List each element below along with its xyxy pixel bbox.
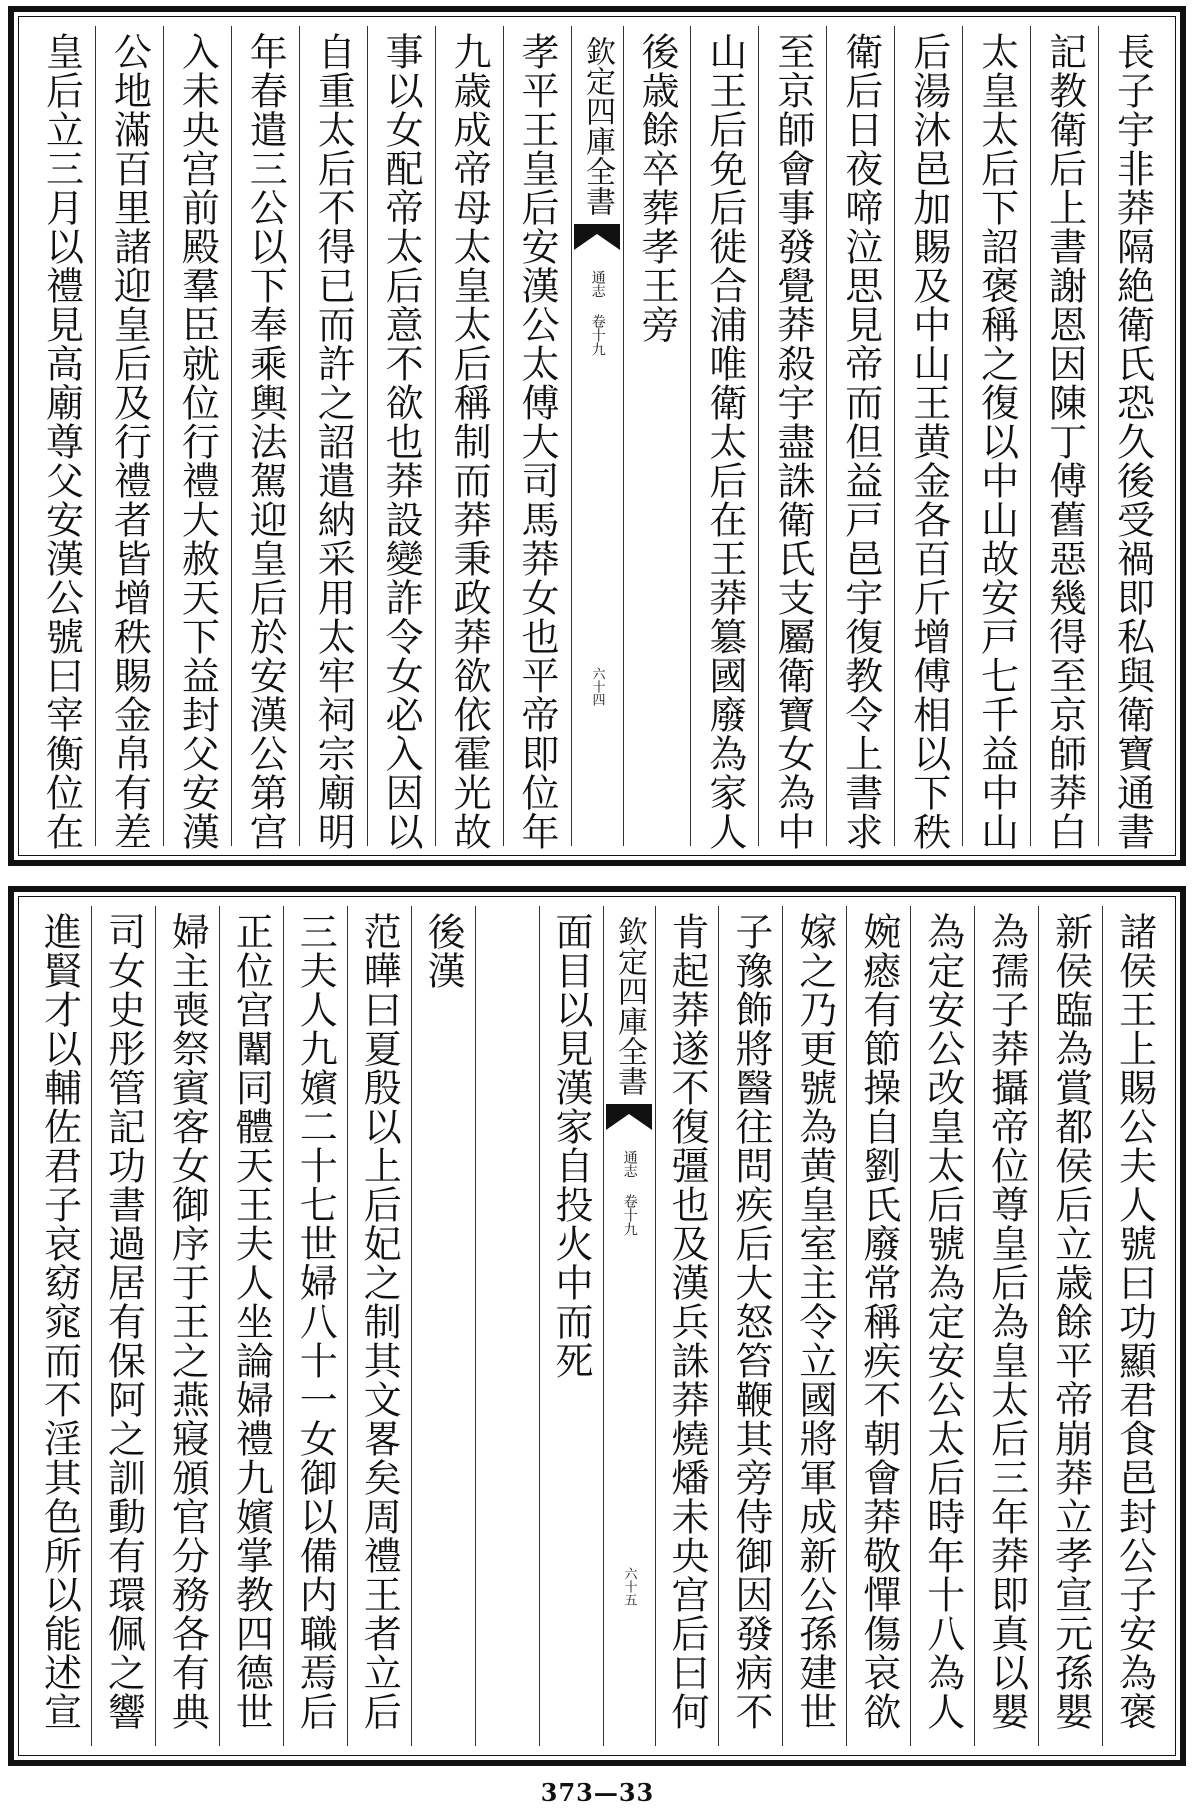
column-text: 正位宫闈同體天王夫人坐論婦禮九嬪掌教四德世: [229, 912, 274, 1731]
column-text: 新侯臨為賞都侯后立歳餘平帝崩莽立孝宣元孫嬰: [1048, 912, 1093, 1731]
text-column: [163, 26, 231, 851]
column-text: 司女史彤管記功書過居有保阿之訓動有環佩之響: [101, 912, 146, 1731]
page-top: [8, 6, 1186, 866]
column-text: 後漢: [421, 912, 466, 990]
column-text: 公地滿百里諸迎皇后及行禮者皆增秩賜金帛有差: [107, 32, 152, 851]
text-column: [846, 906, 910, 1746]
column-text: 面目以見漢家自投火中而死: [549, 912, 594, 1380]
text-column: [1102, 906, 1166, 1746]
fishtail-mark-icon: [574, 224, 620, 250]
text-column: [894, 26, 962, 851]
column-text: 諸侯王上賜公夫人號曰功顯君食邑封公子安為褒: [1112, 912, 1157, 1731]
volume-label: 通志 卷十九: [589, 270, 606, 356]
text-column: [974, 906, 1038, 1746]
column-text: 嫁之乃更號為黄皇室主令立國將軍成新公孫建世: [792, 912, 837, 1731]
text-column: [155, 906, 219, 1746]
column-text: 為孺子莽攝帝位尊皇后為皇太后三年莽即真以嬰: [984, 912, 1029, 1731]
text-column: [758, 26, 826, 851]
text-column: [435, 26, 503, 851]
page-bottom: [8, 886, 1186, 1766]
text-column: [299, 26, 367, 851]
column-text: 事以女配帝太后意不欲也莽設變詐令女必入因以: [379, 32, 424, 851]
text-column: [411, 906, 475, 1746]
column-text: 為定安公改皇太后號為定安公太后時年十八為人: [920, 912, 965, 1731]
text-column: [782, 906, 846, 1746]
column-text: 長子宇非莽隔絶衛氏恐久後受禍即私與衛寶通書: [1110, 32, 1155, 851]
text-column: [503, 26, 571, 851]
column-text: 皇后立三月以禮見高廟尊父安漢公號曰宰衡位在: [39, 32, 84, 851]
column-text: 九歳成帝母太皇太后稱制而莽秉政莽欲依霍光故: [447, 32, 492, 851]
text-columns: [28, 906, 1166, 1746]
text-column: [690, 26, 758, 851]
column-text: 進賢才以輔佐君子哀窈窕而不淫其色所以能述宣: [37, 912, 82, 1731]
text-column: [347, 906, 411, 1746]
column-text: 后湯沐邑加賜及中山王黄金各百斤增傅相以下秩: [906, 32, 951, 851]
text-column: [718, 906, 782, 1746]
text-column: [91, 906, 155, 1746]
folio-number: 六十四: [589, 667, 605, 706]
column-text: 三夫人九嬪二十七世婦八十一女御以備内職焉后: [293, 912, 338, 1731]
book-title: 欽定四庫全書: [612, 916, 647, 1096]
text-column: [28, 26, 95, 851]
column-text: 至京師會事發覺莽殺宇盡誅衛氏支屬衛寶女為中: [770, 32, 815, 851]
column-text: 記教衛后上書謝恩因陳丁傅舊惡幾得至京師莽白: [1042, 32, 1087, 851]
text-column: [910, 906, 974, 1746]
text-column: [231, 26, 299, 851]
column-text: 子豫飾將醫往問疾后大怒笞鞭其旁侍御因發病不: [728, 912, 773, 1731]
book-title: 欽定四庫全書: [580, 36, 615, 216]
text-column: [962, 26, 1030, 851]
folio-number: 六十五: [621, 1567, 637, 1606]
column-text: 年春遣三公以下奉乘輿法駕迎皇后於安漢公第宫: [243, 32, 288, 851]
center-fold: [571, 26, 623, 846]
center-fold: [603, 906, 655, 1746]
text-column: [28, 906, 91, 1746]
column-text: 後歳餘卒葬孝王旁: [634, 32, 679, 344]
text-column: [1038, 906, 1102, 1746]
text-column: [219, 906, 283, 1746]
text-column: [1098, 26, 1166, 851]
column-text: 太皇太后下詔褒稱之復以中山故安戸七千益中山: [974, 32, 1019, 851]
text-column: [95, 26, 163, 851]
column-text: 山王后免后徙合浦唯衛太后在王莽簒國廢為家人: [702, 32, 747, 851]
fishtail-mark-icon: [606, 1104, 652, 1130]
text-columns: [28, 26, 1166, 851]
text-column: [283, 906, 347, 1746]
text-column: [475, 906, 539, 1746]
text-column: [1030, 26, 1098, 851]
column-text: 孝平王皇后安漢公太傅大司馬莽女也平帝即位年: [515, 32, 560, 851]
text-column: [367, 26, 435, 851]
column-text: 婦主喪祭賓客女御序于王之燕寢頒官分務各有典: [165, 912, 210, 1731]
text-column: [826, 26, 894, 851]
text-column: [539, 906, 603, 1746]
column-text: 自重太后不得已而許之詔遣納采用太牢祠宗廟明: [311, 32, 356, 851]
column-text: 肯起莽遂不復彊也及漢兵誅莽燒燔未央宫后曰何: [664, 912, 709, 1731]
column-text: 衛后日夜啼泣思見帝而但益戸邑宇復教令上書求: [838, 32, 883, 851]
text-column: [655, 906, 719, 1746]
column-text: 婉瘱有節操自劉氏廢常稱疾不朝會莽敬憚傷哀欲: [856, 912, 901, 1731]
volume-label: 通志 卷十九: [621, 1150, 638, 1236]
column-text: 范曄曰夏殷以上后妃之制其文畧矣周禮王者立后: [357, 912, 402, 1731]
text-column: [623, 26, 691, 846]
column-text: 入未央宫前殿羣臣就位行禮大赦天下益封父安漢: [175, 32, 220, 851]
page-footer-number: 373—33: [540, 1778, 655, 1807]
